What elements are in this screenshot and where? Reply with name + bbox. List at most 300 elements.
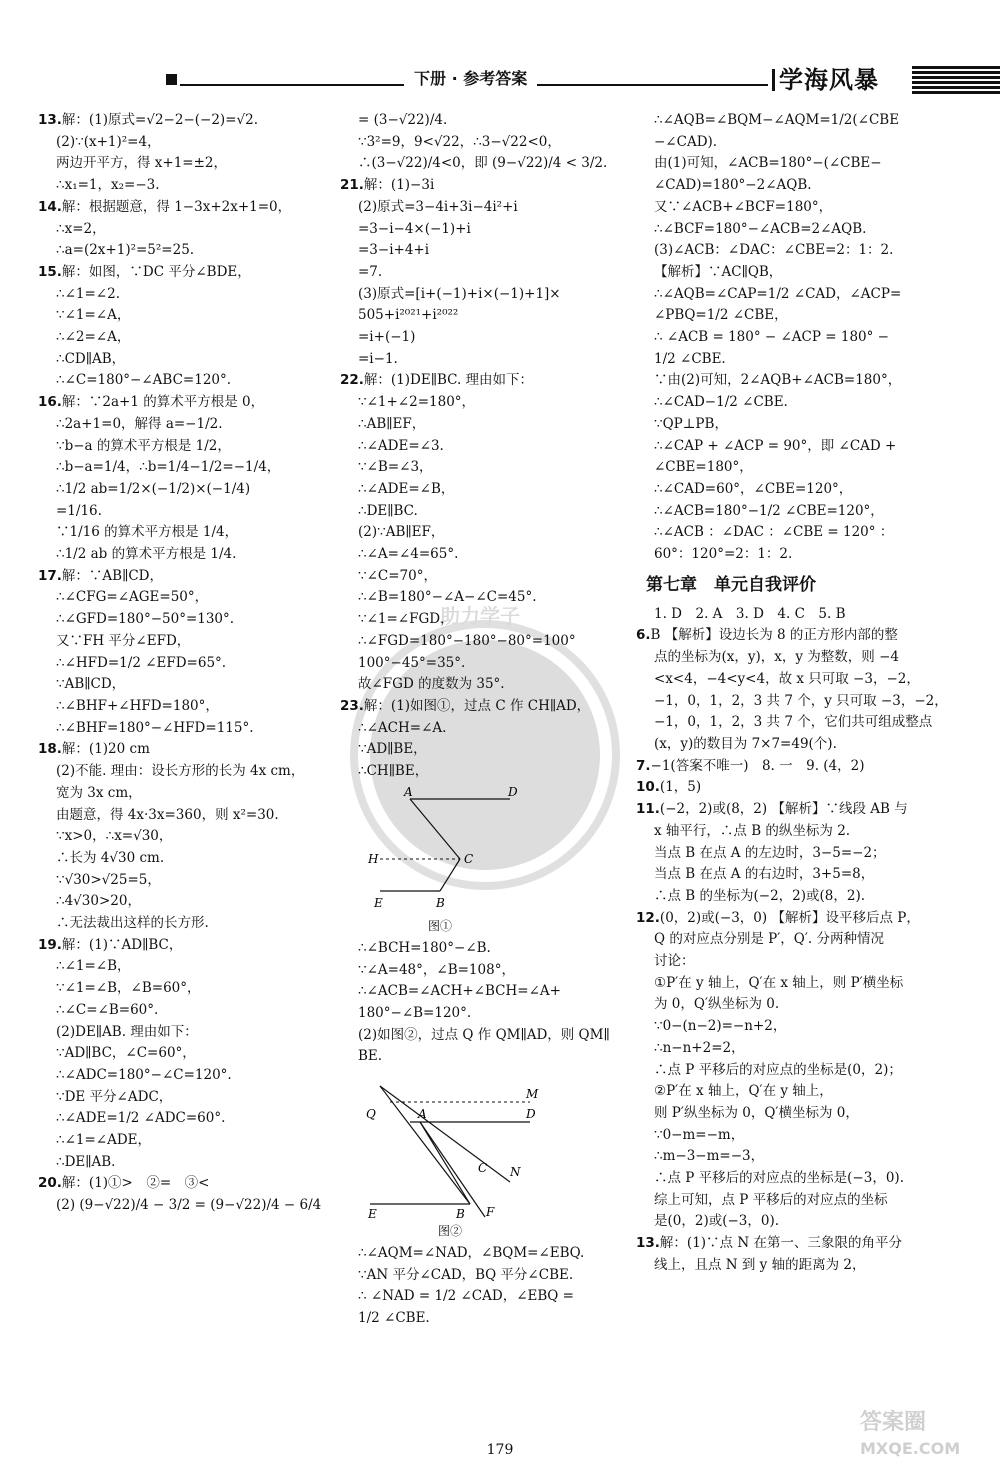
answer-text: 解：如图，∵DC 平分∠BDE， [61, 263, 251, 280]
answer-line [340, 457, 625, 479]
answer-line [38, 761, 328, 783]
answer-line [636, 1060, 926, 1082]
answer-line [340, 392, 625, 414]
answer-line [636, 604, 926, 626]
answer-line [38, 696, 328, 718]
answer-line [340, 587, 625, 609]
question-number: 6. [636, 627, 651, 644]
answer-text: ∴∠GFD=180°−50°=130°. [56, 611, 235, 628]
answer-text: (3)原式=[i+(−1)+i×(−1)+1]× [358, 285, 561, 302]
answer-line [636, 479, 926, 501]
answer-text: ∴∠B=180°−∠A−∠C=45°. [358, 589, 537, 606]
page-number: 179 [486, 1442, 514, 1458]
label-c: C [478, 1161, 488, 1176]
answer-line [38, 349, 328, 371]
answer-text: ∵0−(n−2)=−n+2， [654, 1018, 787, 1035]
page-header [0, 58, 1000, 98]
answer-line [340, 739, 625, 761]
answer-line [38, 1130, 328, 1152]
answer-line [636, 799, 926, 821]
answer-text: 两边开平方，得 x+1=±2， [56, 155, 228, 172]
answer-text: ∠PBQ=1/2 ∠CBE， [654, 307, 788, 324]
answer-text: −∠CAD). [654, 133, 718, 150]
answer-line [38, 935, 328, 957]
answer-line [636, 327, 926, 349]
answer-text: ∴x₁=1，x₂=−3. [56, 177, 160, 194]
answer-text: =i−1. [358, 350, 398, 367]
answer-text: (2)不能. 理由：设长方形的长为 4x cm， [56, 763, 305, 780]
answer-line [636, 544, 926, 566]
answer-line [636, 132, 926, 154]
answer-text: ∴∠ACB ：∠DAC ：∠CBE = 120° ： [654, 524, 894, 541]
answer-text: = (3−√22)/4. [358, 112, 448, 128]
answer-line [636, 349, 926, 371]
answer-line [340, 305, 625, 327]
answer-text: ∵3²=9，9<√22，∴3−√22<0， [358, 133, 561, 150]
answer-text: ∴∠ADC=180°−∠C=120°. [56, 1066, 232, 1083]
answer-line [636, 1190, 926, 1212]
answer-text: 是(0，2)或(−3，0). [654, 1213, 780, 1230]
answer-text: −1，0，1，2，3 共 7 个，y 只可取 −3，−2， [654, 692, 948, 709]
answer-text: ∴∠1=∠ADE， [56, 1132, 152, 1149]
answer-text: (−2，2)或(8，2) 【解析】∵线段 AB 与 [659, 801, 908, 818]
answer-line [340, 436, 625, 458]
answer-line [38, 501, 328, 523]
answer-line [340, 522, 625, 544]
answer-line [340, 479, 625, 501]
answer-line [38, 956, 328, 978]
answer-text: ∴∠2=∠A， [56, 329, 131, 346]
answer-text: (1，5) [659, 779, 702, 796]
answer-text: ∴m−3−m=−3， [654, 1148, 765, 1165]
answer-line [340, 1308, 625, 1330]
answer-line [340, 1046, 625, 1068]
answer-line [636, 929, 926, 951]
question-number: 15. [38, 263, 62, 280]
label-b: B [456, 1207, 465, 1222]
question-number: 10. [636, 779, 660, 796]
answer-line [340, 609, 625, 631]
answer-line [340, 110, 625, 132]
answer-text: −1，0，1，2，3 共 7 个，它们共可组成整点 [654, 714, 933, 731]
answer-text: =7. [358, 263, 383, 280]
label-e: E [374, 895, 383, 910]
answer-text: ∠CBE=180°， [654, 459, 753, 476]
answer-text: 1. D 2. A 3. D 4. C 5. B [654, 605, 846, 622]
answer-line [38, 110, 328, 132]
answer-line [38, 805, 328, 827]
answer-line [38, 436, 328, 458]
answer-line [38, 414, 328, 436]
answer-text: ∵∠1+∠2=180°， [358, 394, 476, 411]
answer-line [636, 522, 926, 544]
answer-text: ∴点 P 平移后的对应点的坐标是(−3，0). [654, 1170, 904, 1187]
answer-line [340, 1025, 625, 1047]
answer-line [636, 712, 933, 734]
answer-text: ∵∠1=∠FGD， [358, 611, 454, 628]
answer-line [636, 1038, 926, 1060]
answer-line [38, 631, 328, 653]
answer-text: ∴∠1=∠2. [56, 285, 120, 302]
question-number: 11. [636, 801, 660, 818]
answer-line [636, 1233, 926, 1255]
answer-line [636, 240, 926, 262]
answer-text: ∴∠BCH=180°−∠B. [358, 939, 491, 956]
answer-line [636, 756, 926, 778]
answer-text: 解：根据题意，得 1−3x+2x+1=0， [61, 198, 292, 215]
answer-text: ∵AD∥BC，∠C=60°， [56, 1045, 196, 1062]
answer-text: ②P′在 x 轴上，Q′在 y 轴上， [654, 1083, 833, 1100]
answer-text: =3−i+4+i [358, 242, 430, 259]
answer-text: ∴∠ACH=∠A. [358, 719, 447, 736]
answer-line [340, 132, 625, 154]
answer-text: ∴∠AQB=∠CAP=1/2 ∠CAD，∠ACP= [654, 285, 902, 302]
label-h: H [368, 851, 379, 866]
answer-text: 解：(1)DE∥BC. 理由如下： [363, 372, 534, 389]
answer-line [636, 284, 926, 306]
answer-line [38, 783, 328, 805]
answer-line [38, 1173, 328, 1195]
answer-line [38, 653, 328, 675]
answer-text: (2)∵AB∥EF， [358, 524, 445, 541]
answer-line [38, 870, 328, 892]
answer-text: 解：(1)∵AD∥BC， [61, 936, 183, 953]
question-number: 12. [636, 909, 660, 926]
answer-text: ∴长为 4√30 cm. [56, 849, 165, 866]
answer-text: 故∠FGD 的度数为 35°. [358, 676, 505, 693]
answer-line [636, 908, 926, 930]
answer-text: ∴ ∠ACB = 180° − ∠ACP = 180° − [654, 329, 889, 346]
answer-line [340, 981, 625, 1003]
answer-text: =1/16. [56, 502, 102, 519]
header-square [166, 74, 177, 85]
answer-text: ∵0−m=−m， [654, 1126, 745, 1143]
answer-text: ①P′在 y 轴上，Q′在 x 轴上，则 P′横坐标 [654, 974, 904, 991]
answer-line [38, 1195, 328, 1217]
answer-text: 又∵∠ACB+∠BCF=180°， [654, 198, 833, 215]
answer-line [38, 609, 328, 631]
question-number: 23. [340, 697, 364, 714]
answer-text: ∴1/2 ab=1/2×(−1/2)×(−1/4) [56, 480, 251, 497]
answer-line [636, 305, 926, 327]
answer-text: 解：∵AB∥CD， [61, 567, 163, 584]
answer-line [340, 240, 625, 262]
label-a: A [404, 786, 413, 799]
answer-text: ∴∠AQM=∠NAD，∠BQM=∠EBQ. [358, 1245, 585, 1262]
answer-line [340, 938, 625, 960]
answer-line [636, 734, 926, 756]
answer-line [38, 175, 328, 197]
question-number: 20. [38, 1175, 62, 1192]
answer-text: ∴∠C=180°−∠ABC=120°. [56, 372, 232, 389]
answer-text: 由题意，得 4x·3x=360，则 x²=30. [56, 806, 279, 823]
answer-line [38, 891, 328, 913]
answer-text: 解：(1)20 cm [61, 741, 150, 758]
answer-text: ∴∠BHF=180°−∠HFD=115°. [56, 719, 254, 736]
answer-text: (2)∵(x+1)²=4， [56, 133, 161, 150]
answer-line [636, 1255, 926, 1277]
answer-text: ∴∠AQB=∠BQM−∠AQM=1/2(∠CBE [654, 112, 900, 128]
answer-text: ∴∠BHF+∠HFD=180°， [56, 697, 219, 714]
answer-text: ∴∠ACB=180°−1/2 ∠CBE=120°， [654, 502, 884, 519]
answer-text: ∵∠1=∠A， [56, 307, 131, 324]
answer-line [636, 994, 926, 1016]
answer-text: Q 的对应点分别是 P′，Q′. 分两种情况 [654, 931, 885, 948]
answer-text: ∴点 B 的坐标为(−2，2)或(8，2). [654, 887, 866, 904]
answer-text: B 【解析】设边长为 8 的正方形内部的整 [650, 627, 898, 644]
answer-line [340, 175, 625, 197]
answer-line [38, 1065, 328, 1087]
answer-text: 1/2 ∠CBE. [654, 350, 726, 367]
answer-line [38, 978, 328, 1000]
header-title: 下册 · 参考答案 [404, 66, 537, 89]
label-c: C [464, 851, 474, 866]
answer-text: ∵QP⊥PB， [654, 415, 728, 432]
answer-text: ∴(3−√22)/4<0，即 (9−√22)/4 < 3/2. [358, 155, 608, 172]
answer-line [38, 392, 328, 414]
answer-line [636, 392, 926, 414]
answer-text: ∵DE 平分∠ADC， [56, 1088, 173, 1105]
answer-text: 宽为 3x cm， [56, 784, 142, 801]
column-1 [38, 110, 328, 1217]
answer-text: ∴ ∠NAD = 1/2 ∠CAD，∠EBQ = [358, 1288, 574, 1305]
answer-line [38, 1022, 328, 1044]
column-2 [340, 110, 625, 1330]
answer-text: (2)如图②，过点 Q 作 QM∥AD，则 QM∥ [358, 1026, 610, 1043]
answer-text: ∵∠A=48°，∠B=108°， [358, 961, 515, 978]
answer-line [340, 1286, 625, 1308]
answer-line [38, 305, 328, 327]
answer-text: ∵AN 平分∠CAD，BQ 平分∠CBE. [358, 1266, 574, 1283]
answer-text: ∴∠BCF=180°−∠ACB=2∠AQB. [654, 220, 867, 237]
question-number: 21. [340, 177, 364, 194]
answer-text: ∴4√30>20， [56, 893, 141, 910]
answer-text: ∴无法裁出这样的长方形. [56, 915, 209, 932]
answer-line [38, 219, 328, 241]
answer-line [38, 153, 328, 175]
answer-text: 解：∵2a+1 的算术平方根是 0， [61, 394, 265, 411]
answer-line [38, 718, 328, 740]
answer-line [340, 544, 625, 566]
answer-line [38, 674, 328, 696]
answer-text: ∵由(2)可知，2∠AQB+∠ACB=180°， [654, 372, 902, 389]
answer-text: ∵∠1=∠B，∠B=60°， [56, 980, 201, 997]
answer-line [38, 240, 328, 262]
answer-text: ∴AB∥EF， [358, 415, 426, 432]
answer-text: ∵1/16 的算术平方根是 1/4， [56, 524, 239, 541]
answer-text: 解：(1)原式=√2−2−(−2)=√2. [61, 112, 258, 128]
answer-text: ∴∠ADE=1/2 ∠ADC=60°. [56, 1110, 226, 1127]
brand-logo: 学海风暴 [772, 60, 879, 95]
answer-text: <x<4，−4<y<4，故 x 只可取 −3，−2， [654, 670, 920, 687]
label-q: Q [366, 1107, 376, 1122]
figure-2-caption: 图② [437, 1224, 462, 1239]
answer-line [636, 501, 926, 523]
answer-line [636, 777, 926, 799]
answer-line [636, 1103, 926, 1125]
answer-text: ∵∠B=∠3， [358, 459, 433, 476]
answer-line [340, 1003, 625, 1025]
answer-text: ∴x=2， [56, 220, 106, 237]
answer-text: ∴2a+1=0，解得 a=−1/2. [56, 415, 223, 432]
answer-line [38, 1000, 328, 1022]
question-number: 7. [636, 757, 651, 774]
label-n: N [510, 1165, 521, 1180]
answer-line [636, 457, 926, 479]
label-d: D [508, 786, 518, 799]
answer-text: (0，2)或(−3，0) 【解析】设平移后点 P， [659, 909, 920, 926]
answer-text: BE. [358, 1048, 383, 1065]
answer-line [636, 821, 926, 843]
answer-line [340, 566, 625, 588]
answer-line [636, 864, 926, 886]
answer-line [38, 826, 328, 848]
answer-text: ∴点 P 平移后的对应点的坐标是(0，2)； [654, 1061, 902, 1078]
answer-text: 解：(1)−3i [363, 177, 435, 194]
answer-text: ∴CH∥BE， [358, 763, 429, 780]
question-number: 18. [38, 741, 62, 758]
answer-line [636, 973, 926, 995]
figure-1-caption: 图① [427, 918, 452, 933]
answer-text: 又∵FH 平分∠EFD， [56, 632, 191, 649]
answer-text: ∴∠HFD=1/2 ∠EFD=65°. [56, 654, 227, 671]
answer-line [340, 414, 625, 436]
figure-2 [360, 1072, 625, 1239]
answer-text: (2)DE∥AB. 理由如下： [56, 1023, 198, 1040]
answer-line [636, 691, 948, 713]
answer-text: ∵x>0，∴x=√30， [56, 828, 173, 845]
answer-text: 解：(1)①> ②= ③< [61, 1175, 210, 1192]
answer-text: 为 0，Q′纵坐标为 0. [654, 996, 780, 1013]
answer-line [340, 1243, 625, 1265]
answer-text: 当点 B 在点 A 的右边时，3+5=8， [654, 866, 875, 883]
answer-line [636, 886, 926, 908]
label-a: A [418, 1107, 427, 1122]
answer-text: 180°−∠B=120°. [358, 1004, 472, 1021]
answer-line [636, 843, 926, 865]
answer-line [340, 501, 625, 523]
answer-line [636, 110, 926, 132]
question-number: 13. [636, 1235, 660, 1252]
question-number: 13. [38, 112, 62, 128]
answer-line [38, 262, 328, 284]
answer-line [340, 653, 625, 675]
answer-text: ∴n−n+2=2， [654, 1039, 745, 1056]
answer-line [340, 1265, 625, 1287]
answer-line [636, 1211, 926, 1233]
question-number: 16. [38, 394, 62, 411]
answer-text: (2)原式=3−4i+3i−4i²+i [358, 198, 518, 215]
answer-text: =3−i−4×(−1)+i [358, 220, 471, 237]
question-number: 14. [38, 198, 62, 215]
answer-text: ∴∠CAD=60°，∠CBE=120°， [654, 480, 853, 497]
answer-line [38, 479, 328, 501]
question-number: 17. [38, 567, 62, 584]
answer-text: ∴∠ACB=∠ACH+∠BCH=∠A+ [358, 983, 561, 1000]
stamp-watermark: 助力学子 [350, 600, 630, 910]
label-m: M [526, 1087, 539, 1102]
answer-line [38, 284, 328, 306]
answer-text: ∵AB∥CD， [56, 676, 126, 693]
answer-line [340, 718, 625, 740]
answer-text: ∴DE∥AB. [56, 1153, 116, 1170]
answer-line [340, 696, 625, 718]
answer-line [38, 327, 328, 349]
answer-line [38, 1152, 328, 1174]
answer-text: 1/2 ∠CBE. [358, 1310, 430, 1327]
answer-line [636, 647, 926, 669]
answer-text: 解：(1)∵点 N 在第一、三象限的角平分 [659, 1235, 902, 1252]
answer-text: ∴∠CAD−1/2 ∠CBE. [654, 394, 788, 411]
answer-line [636, 1016, 926, 1038]
answer-line [38, 544, 328, 566]
answer-text: ∴∠A=∠4=65°. [358, 546, 459, 563]
answer-text: (x，y)的数目为 7×7=49(个). [654, 735, 837, 752]
question-number: 19. [38, 936, 62, 953]
answer-text: ∵∠C=70°， [358, 567, 437, 584]
answer-text: ∴a=(2x+1)²=5²=25. [56, 242, 195, 259]
answer-line [38, 522, 328, 544]
answer-line [636, 414, 926, 436]
answer-line [636, 1146, 926, 1168]
answer-line [340, 960, 625, 982]
answer-line [340, 631, 625, 653]
label-f: F [486, 1205, 495, 1220]
answer-line [636, 625, 926, 647]
answer-line [636, 1125, 926, 1147]
answer-line [340, 674, 625, 696]
answer-text: (3)∠ACB：∠DAC：∠CBE=2：1：2. [654, 242, 894, 259]
answer-text: ∴DE∥BC. [358, 502, 418, 519]
label-b: B [436, 895, 445, 910]
answer-text: 100°−45°=35°. [358, 654, 466, 671]
answer-text: 点的坐标为(x，y)，x，y 为整数，则 −4 [654, 649, 899, 666]
answer-text: ∵√30>√25=5， [56, 871, 161, 888]
question-number: 22. [340, 372, 364, 389]
answer-text: ∴∠1=∠B， [56, 958, 131, 975]
answer-line [38, 457, 328, 479]
answer-text: ∴∠ADE=∠3. [358, 437, 444, 454]
answer-line [636, 153, 926, 175]
answer-line [38, 913, 328, 935]
answer-text: ∴1/2 ab 的算术平方根是 1/4. [56, 546, 237, 563]
answer-text: ∴∠FGD=180°−180°−80°=100° [358, 632, 576, 649]
answer-text: 505+i²⁰²¹+i²⁰²² [358, 307, 459, 324]
answer-line [340, 327, 625, 349]
answer-line [38, 1087, 328, 1109]
answer-text: 线上，且点 N 到 y 轴的距离为 2， [654, 1256, 866, 1273]
answer-text: ∵b−a 的算术平方根是 1/2， [56, 437, 231, 454]
answer-line [636, 669, 926, 691]
answer-line [636, 197, 926, 219]
column-3 [636, 110, 948, 1277]
answer-line [340, 197, 625, 219]
answer-line [636, 1081, 926, 1103]
answer-text: ∵AD∥BE， [358, 741, 427, 758]
answer-line [38, 1043, 328, 1065]
answer-line [340, 262, 625, 284]
answer-line [38, 848, 328, 870]
answer-text: ∴∠C=∠B=60°. [56, 1001, 159, 1018]
answer-line [636, 175, 926, 197]
answer-line [636, 1168, 926, 1190]
figure-1 [360, 787, 625, 934]
answer-line [636, 219, 926, 241]
answer-line [340, 370, 625, 392]
answer-text: ∴b−a=1/4，∴b=1/4−1/2=−1/4， [56, 459, 281, 476]
chapter-heading: 第七章 单元自我评价 [646, 574, 816, 595]
label-e: E [368, 1207, 377, 1222]
